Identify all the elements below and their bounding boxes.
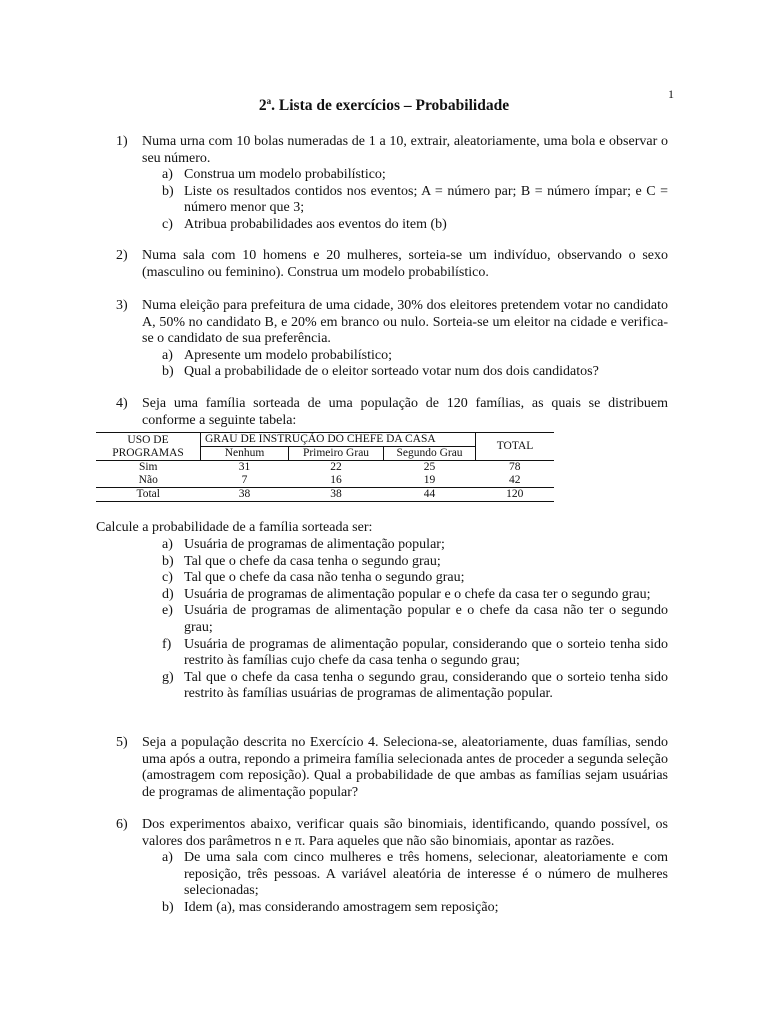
table-header: USO DE PROGRAMAS <box>96 433 201 461</box>
page-number: 1 <box>668 87 674 101</box>
table-header: TOTAL <box>476 433 555 461</box>
exercise-text: Numa sala com 10 homens e 20 mulheres, sorteia-se um indivíduo, observando o sexo (masculino ou feminino). Construa um modelo probabilístico. <box>142 248 668 280</box>
list-item: a) De uma sala com cinco mulheres e três homens, selecionar, aleatoriamente e com reposição, três pessoas. A variável aleatória de interesse é o número de mulheres selecionadas; <box>162 850 668 899</box>
sub-items <box>162 167 668 233</box>
exercise-number: 1) <box>116 134 128 149</box>
exercise-4 <box>0 396 768 429</box>
list-item: f) Usuária de programas de alimentação popular, considerando que o sorteio tenha sido restrito às famílias cujo chefe da casa tenha o segundo grau; <box>162 636 668 669</box>
list-item: b) Idem (a), mas considerando amostragem sem reposição; <box>162 899 499 915</box>
table-subheader: Nenhum <box>201 447 289 461</box>
title-number: 2 <box>258 97 267 114</box>
list-item: c) Tal que o chefe da casa não tenha o segundo grau; <box>162 570 465 586</box>
title-ordinal: a <box>266 96 272 106</box>
table-row: Sim 31 22 25 78 <box>138 461 521 473</box>
exercise-text: Numa eleição para prefeitura de uma cidade, 30% dos eleitores pretendem votar no candidato A, 50% no candidato B, e 20% em branco ou nulo. Sorteia-se um eleitor na cidade e verifica-se o candidato de sua preferência. <box>142 298 668 347</box>
exercise-number: 6) <box>116 817 128 832</box>
exercise-text: Numa urna com 10 bolas numeradas de 1 a 10, extrair, aleatoriamente, uma bola e observar o seu número. <box>142 134 668 166</box>
table-row: Não 7 16 19 42 <box>96 474 554 488</box>
table-subheader: Primeiro Grau <box>289 447 384 461</box>
list-item: d) Usuária de programas de alimentação popular e o chefe da casa ter o segundo grau; <box>162 586 651 602</box>
exercise-text: Seja uma família sorteada de uma população de 120 famílias, as quais se distribuem conforme a seguinte tabela: <box>142 396 668 428</box>
exercise-number: 3) <box>116 298 128 313</box>
title-text: . Lista de exercícios – Probabilidade <box>271 97 510 114</box>
list-item: b) Liste os resultados contidos nos eventos; A = número par; B = número ímpar; e C = número menor que 3; <box>162 183 668 216</box>
calc-items <box>0 537 768 703</box>
exercise-5 <box>0 735 768 801</box>
list-item: c) Atribua probabilidades aos eventos do item (b) <box>162 216 447 232</box>
page-title <box>0 98 768 115</box>
sub-items <box>162 347 668 381</box>
table-header: GRAU DE INSTRUÇÃO DO CHEFE DA CASA <box>201 433 476 447</box>
exercise-text: Dos experimentos abaixo, verificar quais são binomiais, identificando, quando possível, os valores dos parâmetros n e π. Para aqueles que não são binomiais, apontar as razões. <box>142 817 668 849</box>
list-item: g) Tal que o chefe da casa tenha o segundo grau, considerando que o sorteio tenha sido restrito às famílias usuárias de programas de alimentação popular. <box>162 669 668 702</box>
exercise-1 <box>0 134 768 234</box>
exercise-6 <box>0 817 768 917</box>
exercise-text: Seja a população descrita no Exercício 4. Seleciona-se, aleatoriamente, duas famílias, sendo uma após a outra, repondo a primeira família selecionada antes de proceder a segunda seleção (amostragem com reposição). Qual a probabilidade de que ambas as famílias sejam usuárias de programas de alimentação popular? <box>142 735 668 800</box>
sub-items <box>162 850 668 916</box>
data-table <box>96 432 554 502</box>
list-item: e) Usuária de programas de alimentação popular e o chefe da casa não ter o segundo grau; <box>162 603 668 635</box>
exercise-3 <box>0 298 768 381</box>
table-subheader: Segundo Grau <box>384 447 476 461</box>
exercise-number: 4) <box>116 396 128 411</box>
exercise-2 <box>0 248 768 281</box>
list-item: a) Apresente um modelo probabilístico; <box>162 347 393 363</box>
exercise-number: 5) <box>116 735 128 750</box>
table-row: Total 38 38 44 120 <box>96 488 554 502</box>
list-item: a) Construa um modelo probabilístico; <box>162 167 386 183</box>
list-item: b) Tal que o chefe da casa tenha o segundo grau; <box>162 553 441 569</box>
list-item: b) Qual a probabilidade de o eleitor sorteado votar num dos dois candidatos? <box>162 364 599 380</box>
calc-lead: Calcule a probabilidade de a família sorteada ser: <box>96 520 373 535</box>
list-item: a) Usuária de programas de alimentação popular; <box>162 537 445 552</box>
exercise-number: 2) <box>116 248 128 263</box>
